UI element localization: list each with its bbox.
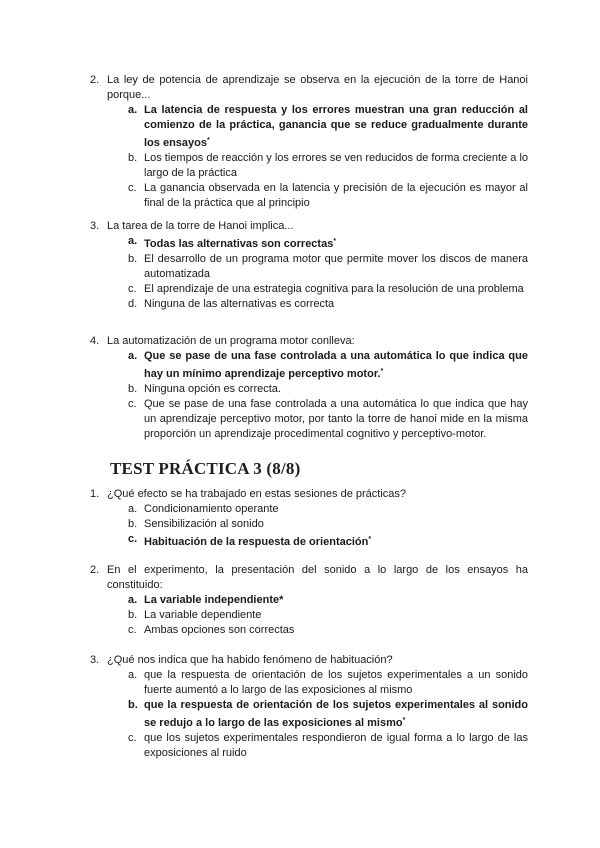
option-letter: c.: [128, 182, 137, 194]
option-letter: b.: [128, 383, 138, 395]
answer-options: [90, 103, 528, 211]
option-letter: c.: [128, 398, 137, 410]
option-text: El aprendizaje de una estrategia cognitiva para la resolución de una problema: [144, 283, 524, 295]
answer-option: [90, 252, 528, 282]
option-text: Ambas opciones son correctas: [144, 624, 295, 636]
answer-option: [90, 698, 528, 731]
answer-options: [90, 234, 528, 312]
option-text: Todas las alternativas son correctas: [144, 238, 334, 250]
option-text: Habituación de la respuesta de orientación: [144, 536, 369, 548]
question-text: ¿Qué nos indica que ha habido fenómeno de habituación?: [107, 654, 393, 666]
option-text: que la respuesta de orientación de los sujetos experimentales al sonido se redujo a lo largo de las exposiciones al mismo: [144, 699, 528, 729]
option-text: Sensibilización al sonido: [144, 518, 264, 530]
question-text: La automatización de un programa motor conlleva:: [107, 335, 355, 347]
answer-option: [90, 181, 528, 211]
option-text: El desarrollo de un programa motor que permite mover los discos de manera automatizada: [144, 253, 528, 280]
question-number: 1.: [90, 488, 100, 500]
option-letter: b.: [128, 699, 138, 711]
option-letter: a.: [128, 503, 138, 515]
option-letter: b.: [128, 609, 138, 621]
option-letter: a.: [128, 350, 138, 362]
answer-option: [90, 397, 528, 442]
question-4-automatizacion: [90, 334, 528, 442]
correct-marker: *: [380, 368, 384, 375]
answer-option: [90, 103, 528, 151]
option-text: Que se pase de una fase controlada a una automática lo que indica que hay un mínimo aprendizaje perceptivo motor.: [144, 350, 528, 380]
question-2-torre-hanoi: [90, 73, 528, 211]
answer-option: [90, 593, 528, 608]
correct-marker: *: [333, 238, 337, 245]
option-letter: b.: [128, 152, 138, 164]
option-letter: a.: [128, 104, 138, 116]
option-letter: c.: [128, 533, 138, 545]
option-text: La latencia de respuesta y los errores muestran una gran reducción al comienzo de la práctica, ganancia que se reduce gradualmente durante los ensayos: [144, 104, 528, 149]
answer-options: [90, 593, 528, 638]
question-number: 3.: [90, 220, 100, 232]
option-letter: d.: [128, 298, 138, 310]
question-number: 3.: [90, 654, 100, 666]
option-letter: b.: [128, 518, 138, 530]
answer-option: [90, 234, 528, 252]
answer-option: [90, 731, 528, 761]
answer-option: [90, 668, 528, 698]
question-text: La ley de potencia de aprendizaje se observa en la ejecución de la torre de Hanoi porque...: [107, 74, 528, 101]
question-number: 4.: [90, 335, 100, 347]
option-letter: a.: [128, 594, 138, 606]
answer-option: [90, 517, 528, 532]
question-2-experimento: [90, 563, 528, 638]
option-letter: a.: [128, 235, 138, 247]
answer-option: [90, 623, 528, 638]
option-letter: a.: [128, 669, 138, 681]
option-letter: b.: [128, 253, 138, 265]
option-text: que la respuesta de orientación de los sujetos experimentales a un sonido fuerte aumentó a lo largo de las exposiciones al mismo: [144, 669, 528, 696]
question-text: ¿Qué efecto se ha trabajado en estas sesiones de prácticas?: [107, 488, 407, 500]
option-text: La variable dependiente: [144, 609, 262, 621]
answer-option: [90, 349, 528, 382]
correct-marker: *: [402, 717, 406, 724]
question-text: La tarea de la torre de Hanoi implica...: [107, 220, 294, 232]
option-text: La variable independiente*: [144, 594, 284, 606]
section-heading: TEST PRÁCTICA 3 (8/8): [110, 459, 301, 478]
answer-options: [90, 349, 528, 442]
correct-marker: *: [206, 137, 210, 144]
answer-options: [90, 668, 528, 761]
option-text: Los tiempos de reacción y los errores se ven reducidos de forma creciente a lo largo de la práctica: [144, 152, 528, 179]
answer-option: [90, 608, 528, 623]
answer-option: [90, 532, 528, 550]
option-text: Ninguna opción es correcta.: [144, 383, 281, 395]
question-number: 2.: [90, 564, 100, 576]
answer-option: [90, 382, 528, 397]
option-text: Condicionamiento operante: [144, 503, 279, 515]
option-letter: c.: [128, 732, 137, 744]
answer-option: [90, 502, 528, 517]
question-text: En el experimento, la presentación del sonido a lo largo de los ensayos ha constituido:: [107, 564, 528, 591]
answer-option: [90, 282, 528, 297]
option-text: Que se pase de una fase controlada a una automática lo que indica que hay un aprendizaje perceptivo motor, por tanto la torre de hanoi mide en la misma proporción un aprendizaje procedimental cognitivo y perceptivo-motor.: [144, 398, 528, 440]
answer-options: [90, 502, 528, 550]
option-letter: c.: [128, 624, 137, 636]
answer-option: [90, 151, 528, 181]
option-text: La ganancia observada en la latencia y precisión de la ejecución es mayor al final de la práctica que al principio: [144, 182, 528, 209]
option-text: que los sujetos experimentales respondieron de igual forma a lo largo de las exposiciones al ruido: [144, 732, 528, 759]
option-text: Ninguna de las alternativas es correcta: [144, 298, 335, 310]
question-3-habituacion: [90, 653, 528, 761]
question-1-efecto: [90, 487, 528, 550]
correct-marker: *: [368, 536, 372, 543]
question-3-torre-hanoi: [90, 219, 528, 312]
answer-option: [90, 297, 528, 312]
question-number: 2.: [90, 74, 100, 86]
option-letter: c.: [128, 283, 137, 295]
